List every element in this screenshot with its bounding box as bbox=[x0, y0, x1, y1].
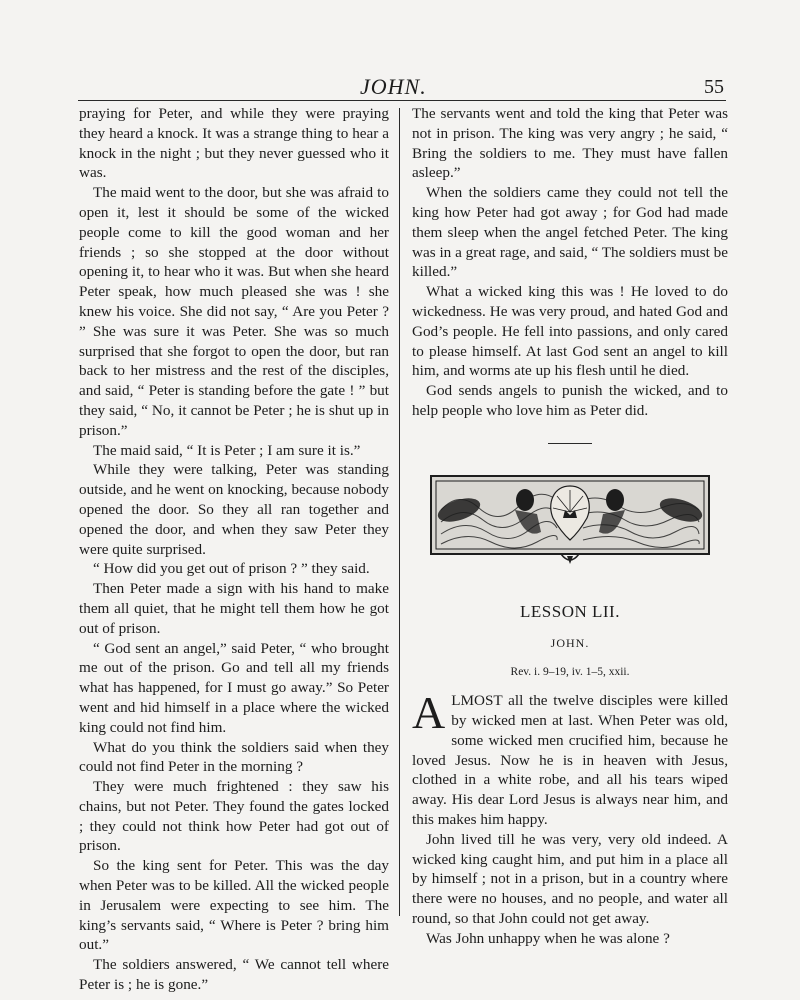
paragraph: Was John unhappy when he was alone ? bbox=[426, 929, 670, 947]
scripture-reference: Rev. i. 9–19, iv. 1–5, xxii. bbox=[510, 666, 630, 679]
left-column bbox=[79, 104, 389, 995]
lesson-subtitle: JOHN. bbox=[550, 635, 590, 650]
page-number: 55 bbox=[704, 76, 724, 98]
paragraph: What do you think the soldiers said when they could not find Peter in the morning ? bbox=[79, 738, 389, 776]
paragraph: The servants went and told the king that Peter was not in prison. The king was very angry ; he said, “ Bring the soldiers to me. They must have fallen asleep.” bbox=[412, 105, 728, 182]
paragraph: The maid said, “ It is Peter ; I am sure it is.” bbox=[93, 441, 361, 459]
paragraph: The soldiers answered, “ We cannot tell where Peter is ; he is gone.” bbox=[79, 956, 389, 994]
drop-cap: A bbox=[412, 687, 446, 739]
paragraph: praying for Peter, and while they were praying they heard a knock. It was a strange thing to hear a knock in the night ; but they never guessed who it was. bbox=[79, 105, 389, 182]
paragraph: The maid went to the door, but she was afraid to open it, lest it should be some of the wicked people come to kill the good woman and her friends ; so she stopped at the door without opening it, to hear who it was. But when she heard Peter speak, how much pleased she was ! she knew his voice. She did not say, “ Are you Peter ? ” She was sure it was Peter. She was so much surprised that she forgot to open the door, but ran back to her mistress and the rest of the disciples, and said, “ Peter is standing before the gate ! ” but they said, “ No, it cannot be Peter ; he is shut up in prison.” bbox=[79, 184, 389, 439]
paragraph: God sends angels to punish the wicked, and to help people who love him as Peter did. bbox=[412, 382, 728, 419]
paragraph: John lived till he was very, very old indeed. A wicked king caught him, and put him in a place all by himself ; not in a prison, but in a country where there were no houses, and no people, and water all round, so that John could not get away. bbox=[412, 830, 728, 927]
lesson-title: LESSON LII. bbox=[520, 601, 620, 621]
paragraph: Then Peter made a sign with his hand to make them all quiet, that he might tell them how he got out of prison. bbox=[79, 580, 389, 637]
column-divider bbox=[399, 108, 400, 916]
paragraph: So the king sent for Peter. This was the day when Peter was to be killed. All the wicked people in Jerusalem were expecting to see him. The king’s servants said, “ Where is Peter ? bring him out.” bbox=[79, 857, 389, 954]
angels-ornament-illustration bbox=[429, 470, 711, 570]
paragraph: “ God sent an angel,” said Peter, “ who brought me out of the prison. Go and tell all my friends what has happened, for I must go away.” So Peter went and hid himself in a place where the wicked king could not find him. bbox=[79, 639, 389, 736]
paragraph: “ How did you get out of prison ? ” they said. bbox=[93, 560, 370, 578]
running-title: JOHN. bbox=[360, 74, 427, 99]
paragraph: While they were talking, Peter was standing outside, and he went on knocking, because nobody opened the door. So they all ran together and opened the door, and when they saw Peter they were quite surprised. bbox=[79, 461, 389, 558]
paragraph: They were much frightened : they saw his chains, but not Peter. They found the gates locked ; they could not think how Peter had got out of prison. bbox=[79, 778, 389, 855]
paragraph: When the soldiers came they could not tell the king how Peter had got away ; for God had made them sleep when the angel fetched Peter. The king was in a great rage, and said, “ The soldiers must be killed.” bbox=[412, 184, 728, 281]
paragraph-text: LMOST all the twelve disciples were killed by wicked men at last. When Peter was old, some wicked men crucified him, because he loved Jesus. Now he is in heaven with Jesus, clothed in a white robe, and all his tears wiped away. His dear Lord Jesus is always near him, and this makes him happy. bbox=[412, 692, 728, 828]
paragraph: What a wicked king this was ! He loved to do wickedness. He was very proud, and hated God and God’s people. He fell into passions, and only cared to please himself. At last God sent an angel to kill him, and worms ate up his flesh until he died. bbox=[412, 283, 728, 380]
right-column bbox=[412, 104, 728, 949]
lesson-first-paragraph bbox=[412, 687, 728, 830]
header-rule bbox=[78, 100, 726, 101]
section-rule bbox=[548, 443, 592, 444]
